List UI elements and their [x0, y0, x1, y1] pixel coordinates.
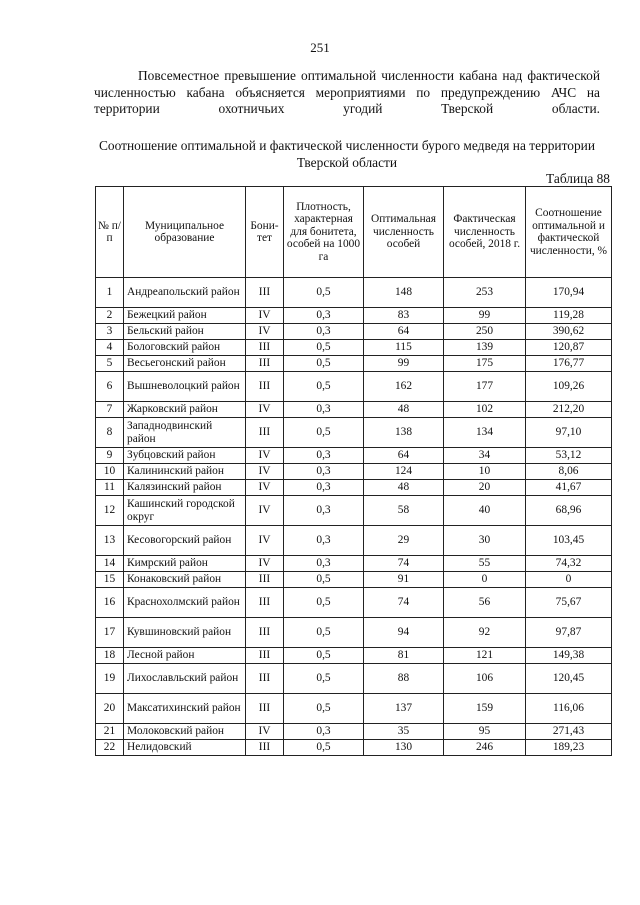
cell-bonitet: III	[246, 588, 284, 618]
cell-density: 0,3	[284, 526, 364, 556]
cell-density: 0,5	[284, 340, 364, 356]
cell-bonitet: IV	[246, 556, 284, 572]
cell-actual: 102	[444, 402, 526, 418]
cell-actual: 34	[444, 448, 526, 464]
cell-ratio: 271,43	[526, 724, 612, 740]
cell-name: Кесовогорский район	[124, 526, 246, 556]
cell-num: 22	[96, 740, 124, 756]
cell-actual: 139	[444, 340, 526, 356]
table-row	[96, 402, 612, 418]
cell-num: 19	[96, 664, 124, 694]
cell-ratio: 75,67	[526, 588, 612, 618]
table-row	[96, 588, 612, 618]
cell-ratio: 120,87	[526, 340, 612, 356]
cell-bonitet: III	[246, 694, 284, 724]
cell-actual: 20	[444, 480, 526, 496]
cell-optimal: 162	[364, 372, 444, 402]
cell-ratio: 8,06	[526, 464, 612, 480]
cell-optimal: 115	[364, 340, 444, 356]
cell-ratio: 170,94	[526, 278, 612, 308]
cell-actual: 159	[444, 694, 526, 724]
cell-name: Калязинский район	[124, 480, 246, 496]
cell-name: Нелидовский	[124, 740, 246, 756]
cell-name: Краснохолмский район	[124, 588, 246, 618]
cell-bonitet: III	[246, 618, 284, 648]
cell-num: 17	[96, 618, 124, 648]
cell-actual: 106	[444, 664, 526, 694]
cell-name: Бельский район	[124, 324, 246, 340]
cell-density: 0,5	[284, 418, 364, 448]
cell-num: 9	[96, 448, 124, 464]
header-actual: Фактическая численность особей, 2018 г.	[444, 187, 526, 278]
cell-density: 0,5	[284, 278, 364, 308]
header-bonitet: Бони-тет	[246, 187, 284, 278]
cell-bonitet: IV	[246, 308, 284, 324]
cell-name: Максатихинский район	[124, 694, 246, 724]
cell-optimal: 99	[364, 356, 444, 372]
cell-bonitet: III	[246, 572, 284, 588]
header-density: Плотность, характерная для бонитета, особей на 1000 га	[284, 187, 364, 278]
cell-ratio: 97,10	[526, 418, 612, 448]
cell-actual: 0	[444, 572, 526, 588]
cell-num: 18	[96, 648, 124, 664]
cell-optimal: 64	[364, 324, 444, 340]
cell-density: 0,3	[284, 556, 364, 572]
cell-actual: 253	[444, 278, 526, 308]
cell-ratio: 390,62	[526, 324, 612, 340]
cell-num: 15	[96, 572, 124, 588]
cell-num: 7	[96, 402, 124, 418]
cell-bonitet: IV	[246, 324, 284, 340]
cell-bonitet: IV	[246, 480, 284, 496]
cell-density: 0,3	[284, 402, 364, 418]
table-row	[96, 526, 612, 556]
table-row	[96, 664, 612, 694]
cell-name: Молоковский район	[124, 724, 246, 740]
header-num: № п/п	[96, 187, 124, 278]
cell-density: 0,5	[284, 694, 364, 724]
cell-name: Западнодвинский район	[124, 418, 246, 448]
table-row	[96, 356, 612, 372]
cell-bonitet: III	[246, 418, 284, 448]
table-body	[96, 278, 612, 756]
cell-density: 0,3	[284, 324, 364, 340]
cell-density: 0,5	[284, 588, 364, 618]
cell-actual: 175	[444, 356, 526, 372]
cell-actual: 177	[444, 372, 526, 402]
cell-density: 0,5	[284, 740, 364, 756]
cell-ratio: 212,20	[526, 402, 612, 418]
cell-actual: 10	[444, 464, 526, 480]
cell-ratio: 119,28	[526, 308, 612, 324]
table-row	[96, 724, 612, 740]
cell-ratio: 149,38	[526, 648, 612, 664]
intro-paragraph	[94, 68, 600, 134]
cell-num: 14	[96, 556, 124, 572]
header-ratio: Соотношение оптимальной и фактической численности, %	[526, 187, 612, 278]
cell-ratio: 189,23	[526, 740, 612, 756]
table-row	[96, 618, 612, 648]
cell-num: 13	[96, 526, 124, 556]
cell-ratio: 120,45	[526, 664, 612, 694]
header-name: Муниципальное образование	[124, 187, 246, 278]
cell-name: Кашинский городской округ	[124, 496, 246, 526]
population-table	[95, 186, 612, 756]
cell-name: Андреапольский район	[124, 278, 246, 308]
cell-density: 0,3	[284, 308, 364, 324]
table-row	[96, 278, 612, 308]
table-header-row	[96, 187, 612, 278]
cell-actual: 134	[444, 418, 526, 448]
cell-ratio: 176,77	[526, 356, 612, 372]
cell-name: Весьегонский район	[124, 356, 246, 372]
cell-optimal: 81	[364, 648, 444, 664]
cell-optimal: 130	[364, 740, 444, 756]
cell-num: 2	[96, 308, 124, 324]
cell-num: 10	[96, 464, 124, 480]
cell-bonitet: IV	[246, 526, 284, 556]
cell-actual: 99	[444, 308, 526, 324]
cell-ratio: 97,87	[526, 618, 612, 648]
cell-name: Вышневолоцкий район	[124, 372, 246, 402]
table-row	[96, 464, 612, 480]
table-row	[96, 340, 612, 356]
cell-optimal: 138	[364, 418, 444, 448]
cell-num: 6	[96, 372, 124, 402]
cell-bonitet: IV	[246, 724, 284, 740]
cell-density: 0,5	[284, 618, 364, 648]
cell-optimal: 148	[364, 278, 444, 308]
cell-density: 0,5	[284, 664, 364, 694]
cell-actual: 92	[444, 618, 526, 648]
cell-name: Конаковский район	[124, 572, 246, 588]
cell-bonitet: IV	[246, 464, 284, 480]
intro-text: Повсеместное превышение оптимальной численности кабана над фактической численностью кабана объясняется мероприятиями по предупреждению АЧС на территории охотничьих угодий Тверской области.	[94, 68, 600, 117]
cell-name: Бологовский район	[124, 340, 246, 356]
cell-name: Бежецкий район	[124, 308, 246, 324]
cell-ratio: 103,45	[526, 526, 612, 556]
cell-optimal: 83	[364, 308, 444, 324]
cell-optimal: 88	[364, 664, 444, 694]
cell-ratio: 0	[526, 572, 612, 588]
header-optimal: Оптимальная численность особей	[364, 187, 444, 278]
cell-optimal: 94	[364, 618, 444, 648]
cell-bonitet: III	[246, 372, 284, 402]
cell-bonitet: III	[246, 356, 284, 372]
cell-optimal: 137	[364, 694, 444, 724]
cell-density: 0,5	[284, 648, 364, 664]
cell-name: Зубцовский район	[124, 448, 246, 464]
cell-density: 0,3	[284, 464, 364, 480]
cell-num: 21	[96, 724, 124, 740]
cell-density: 0,5	[284, 372, 364, 402]
cell-actual: 55	[444, 556, 526, 572]
cell-actual: 40	[444, 496, 526, 526]
cell-optimal: 48	[364, 480, 444, 496]
cell-bonitet: III	[246, 664, 284, 694]
cell-ratio: 116,06	[526, 694, 612, 724]
cell-density: 0,3	[284, 448, 364, 464]
cell-name: Кувшиновский район	[124, 618, 246, 648]
cell-optimal: 74	[364, 556, 444, 572]
cell-num: 8	[96, 418, 124, 448]
table-row	[96, 372, 612, 402]
cell-name: Калининский район	[124, 464, 246, 480]
page-number: 251	[310, 40, 330, 55]
cell-bonitet: IV	[246, 402, 284, 418]
cell-ratio: 41,67	[526, 480, 612, 496]
cell-bonitet: III	[246, 740, 284, 756]
cell-name: Кимрский район	[124, 556, 246, 572]
cell-num: 16	[96, 588, 124, 618]
table-row	[96, 418, 612, 448]
cell-num: 3	[96, 324, 124, 340]
cell-actual: 250	[444, 324, 526, 340]
table-row	[96, 740, 612, 756]
cell-num: 11	[96, 480, 124, 496]
cell-optimal: 29	[364, 526, 444, 556]
cell-optimal: 48	[364, 402, 444, 418]
cell-optimal: 64	[364, 448, 444, 464]
cell-ratio: 74,32	[526, 556, 612, 572]
cell-num: 20	[96, 694, 124, 724]
table-row	[96, 448, 612, 464]
table-row	[96, 648, 612, 664]
cell-actual: 30	[444, 526, 526, 556]
table-row	[96, 556, 612, 572]
table-row	[96, 308, 612, 324]
cell-actual: 56	[444, 588, 526, 618]
cell-density: 0,3	[284, 724, 364, 740]
cell-num: 4	[96, 340, 124, 356]
cell-actual: 121	[444, 648, 526, 664]
cell-optimal: 124	[364, 464, 444, 480]
cell-bonitet: III	[246, 648, 284, 664]
cell-bonitet: IV	[246, 448, 284, 464]
cell-num: 12	[96, 496, 124, 526]
cell-optimal: 91	[364, 572, 444, 588]
table-row	[96, 480, 612, 496]
cell-ratio: 109,26	[526, 372, 612, 402]
cell-density: 0,5	[284, 572, 364, 588]
cell-name: Лихославльский район	[124, 664, 246, 694]
cell-actual: 246	[444, 740, 526, 756]
cell-actual: 95	[444, 724, 526, 740]
cell-name: Лесной район	[124, 648, 246, 664]
table-label: Таблица 88	[546, 171, 610, 186]
cell-optimal: 35	[364, 724, 444, 740]
cell-density: 0,3	[284, 496, 364, 526]
cell-bonitet: IV	[246, 496, 284, 526]
cell-num: 5	[96, 356, 124, 372]
table-row	[96, 572, 612, 588]
cell-bonitet: III	[246, 278, 284, 308]
cell-ratio: 68,96	[526, 496, 612, 526]
cell-name: Жарковский район	[124, 402, 246, 418]
table-row	[96, 324, 612, 340]
cell-num: 1	[96, 278, 124, 308]
cell-bonitet: III	[246, 340, 284, 356]
table-row	[96, 694, 612, 724]
cell-density: 0,3	[284, 480, 364, 496]
table-row	[96, 496, 612, 526]
cell-ratio: 53,12	[526, 448, 612, 464]
cell-optimal: 58	[364, 496, 444, 526]
table-title: Соотношение оптимальной и фактической численности бурого медведя на территории Тверской области	[98, 138, 595, 170]
cell-density: 0,5	[284, 356, 364, 372]
cell-optimal: 74	[364, 588, 444, 618]
